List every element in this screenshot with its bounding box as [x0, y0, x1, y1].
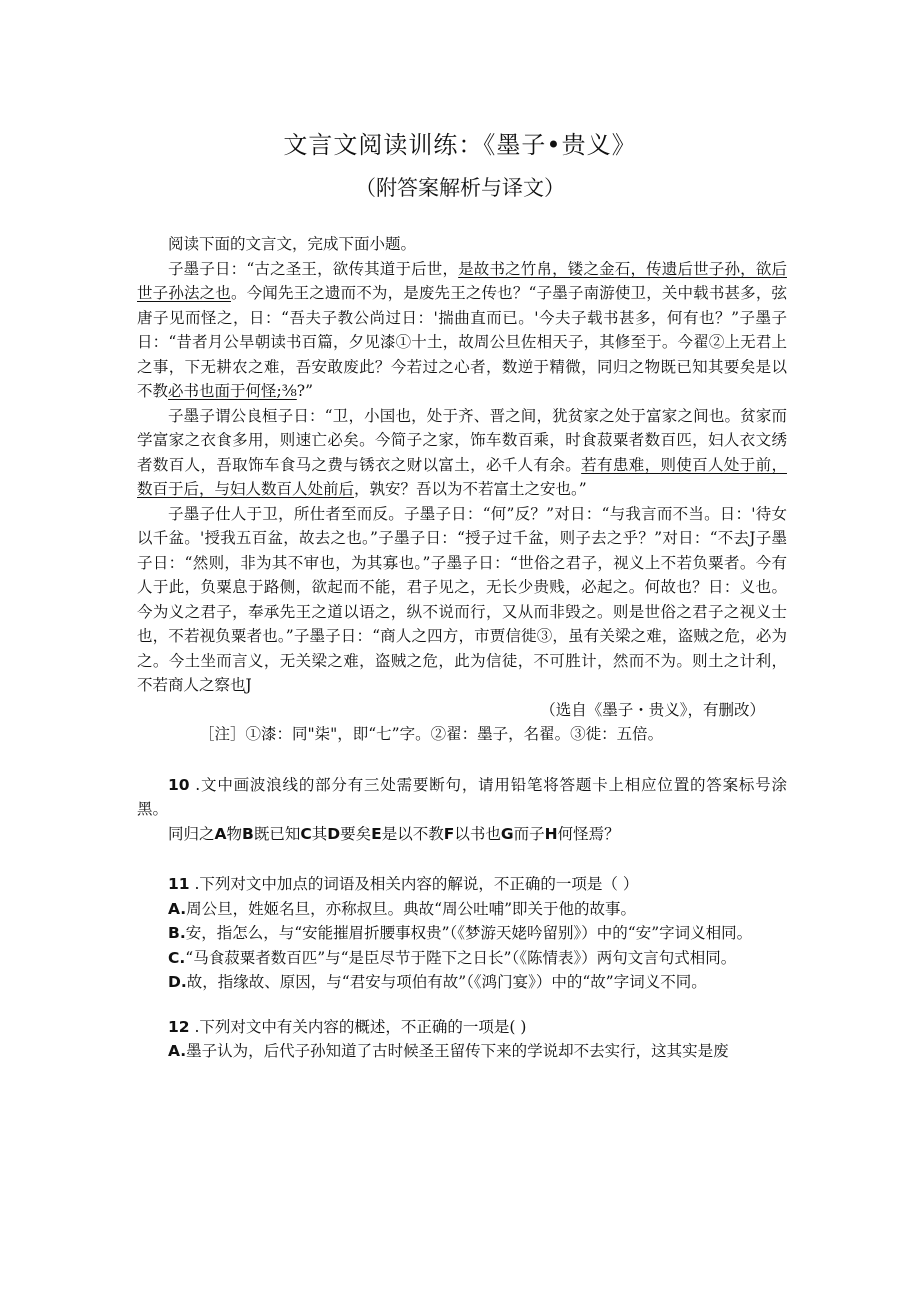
question-11-option-c[interactable]	[137, 946, 787, 971]
document-body	[137, 232, 787, 1064]
question-number: 10	[168, 775, 190, 794]
option-text: 周公旦，姓姬名旦，亦称叔旦。典故“周公吐哺”即关于他的故事。	[186, 899, 637, 918]
question-11	[137, 872, 787, 897]
option-label: B.	[168, 924, 186, 942]
break-option-h[interactable]: H	[544, 824, 558, 843]
break-option-d[interactable]: D	[327, 824, 341, 843]
break-option-b[interactable]: B	[242, 824, 254, 843]
question-stem: .下列对文中加点的词语及相关内容的解说，不正确的一项是（ ）	[189, 875, 639, 893]
option-text: 墨子认为，后代子孙知道了古时候圣王留传下来的学说却不去实行，这其实是废	[186, 1042, 729, 1060]
segment-text: 同归之	[168, 824, 215, 843]
question-stem: .文中画波浪线的部分有三处需要断句，请用铅笔将答题卡上相应位置的答案标号涂黑。	[137, 775, 787, 818]
p2-text-c: ，孰安？吾以为不若富土之安也。”	[354, 480, 587, 498]
p1-underlined-sentence: 是故书之竹帛，镂之金石，传遗后世子孙，欲后世子孙法之也	[137, 259, 787, 302]
segment-text: 何怪焉？	[557, 824, 620, 843]
option-text: 安，指怎么，与“安能摧眉折腰事权贵”（《梦游天姥吟留别》）中的“安”字词义相同。	[185, 924, 753, 942]
option-label: C.	[168, 948, 186, 967]
p2-text-a: 子墨子谓公良桓子日：“卫，小国也，处于齐、晋之间，犹贫家之处于富家之间也。贫家而学富家之衣食多用，则速亡必矣。今简子之家，饰车数百乘，时食菽粟者数百匹，妇人衣文绣者数百人，吾取饰车食马之费与锈衣之财以富土，必千人有余。	[137, 406, 787, 474]
p1-text-e: ?”	[296, 382, 313, 400]
question-11-option-d[interactable]	[137, 970, 787, 995]
option-text: 故，指缘故、原因，与“君安与项伯有故”（《鸿门宴》）中的“故”字词义不同。	[186, 973, 707, 991]
passage-paragraph-1	[137, 257, 787, 404]
document-title: 文言文阅读训练：《墨子•贵义》	[283, 131, 637, 159]
break-option-a[interactable]: A	[214, 824, 227, 843]
break-option-f[interactable]: F	[443, 824, 455, 843]
question-11-option-a[interactable]	[137, 897, 787, 922]
question-10	[137, 773, 787, 822]
segment-text: 要矣	[340, 824, 372, 843]
question-number: 12	[168, 1017, 190, 1036]
break-option-g[interactable]: G	[500, 824, 514, 843]
question-number: 11	[168, 875, 190, 893]
question-stem: .下列对文中有关内容的概述，不正确的一项是( )	[189, 1017, 527, 1036]
segment-text: 既已知	[253, 824, 301, 843]
option-text: “马食菽粟者数百匹”与“是臣尽节于陛下之日长”（《陈情表》）两句文言句式相同。	[185, 948, 737, 967]
option-label: A.	[168, 1042, 187, 1060]
document-subtitle: （附答案解析与译文）	[355, 176, 565, 200]
p1-text-c: 。今闻先王之遗而不为，是废先王之传也？“子墨子南游使卫，关中载书甚多，弦唐子见而怪之，日：“吾夫子教公尚过日：'揣曲直而已。'今夫子载书甚多，何有也？”子墨子日：“昔者月公旱朝读书百篇，夕见漆①十土，故周公旦佐相天子，其修至于。今翟②上无君上之事，下无耕农之难，吾安敢废此？今若过之心者，数逆于精微，同归之物既已知其要矣是以不教	[137, 284, 787, 400]
question-11-option-b[interactable]	[137, 921, 787, 946]
passage-note: ［注］①漆：同"柒"，即“七”字。②翟：墨子，名翟。③徙：五倍。	[199, 725, 664, 743]
p2-underlined-sentence: 若有患难，则使百人处于前，数百于后，与妇人数百人处前后	[137, 455, 787, 498]
p1-text-a: 子墨子日：“古之圣王，欲传其道于后世，	[168, 259, 459, 278]
break-option-e[interactable]: E	[371, 824, 382, 843]
segment-text: 而子	[513, 824, 545, 843]
passage-paragraph-2	[137, 404, 787, 502]
segment-text: 物	[226, 824, 243, 843]
segment-text: 其	[311, 824, 328, 843]
option-label: D.	[168, 973, 187, 991]
question-10-segments	[137, 822, 787, 847]
segment-text: 以书也	[454, 824, 501, 843]
segment-text: 是以不教	[381, 824, 444, 843]
option-label: A.	[168, 899, 187, 918]
passage-intro: 阅读下面的文言文，完成下面小题。	[168, 235, 417, 253]
break-option-c[interactable]: C	[300, 824, 312, 843]
p1-wavy-segment: 必书也面于何怪;⅜	[168, 382, 297, 400]
passage-source: （选自《墨子・贵义》，有删改）	[540, 700, 765, 719]
question-12-option-a[interactable]	[137, 1039, 787, 1064]
passage-paragraph-3: 子墨子仕人于卫，所仕者至而反。子墨子日：“何”反？”对日：“与我言而不当。日：'待女以千盆。'授我五百盆，故去之也。”子墨子日：“授子过千盆，则子去之乎？”对日：“不去J子墨子日：“然则，非为其不审也，为其寡也。”子墨子日：“世俗之君子，视义上不若负粟者。今有人于此，负粟息于路侧，欲起而不能，君子见之，无长少贵贱，必起之。何故也？日：义也。今为义之君子，奉承先王之道以语之，纵不说而行，又从而非毁之。则是世俗之君子之视义士也，不若视负粟者也。”子墨子日：“商人之四方，市贾信徙③，虽有关梁之难，盗贼之危，必为之。今土坐而言义，无关梁之难，盗贼之危，此为信徒，不可胜计，然而不为。则土之计利，不若商人之察也J	[137, 504, 787, 694]
question-12	[137, 1015, 787, 1040]
